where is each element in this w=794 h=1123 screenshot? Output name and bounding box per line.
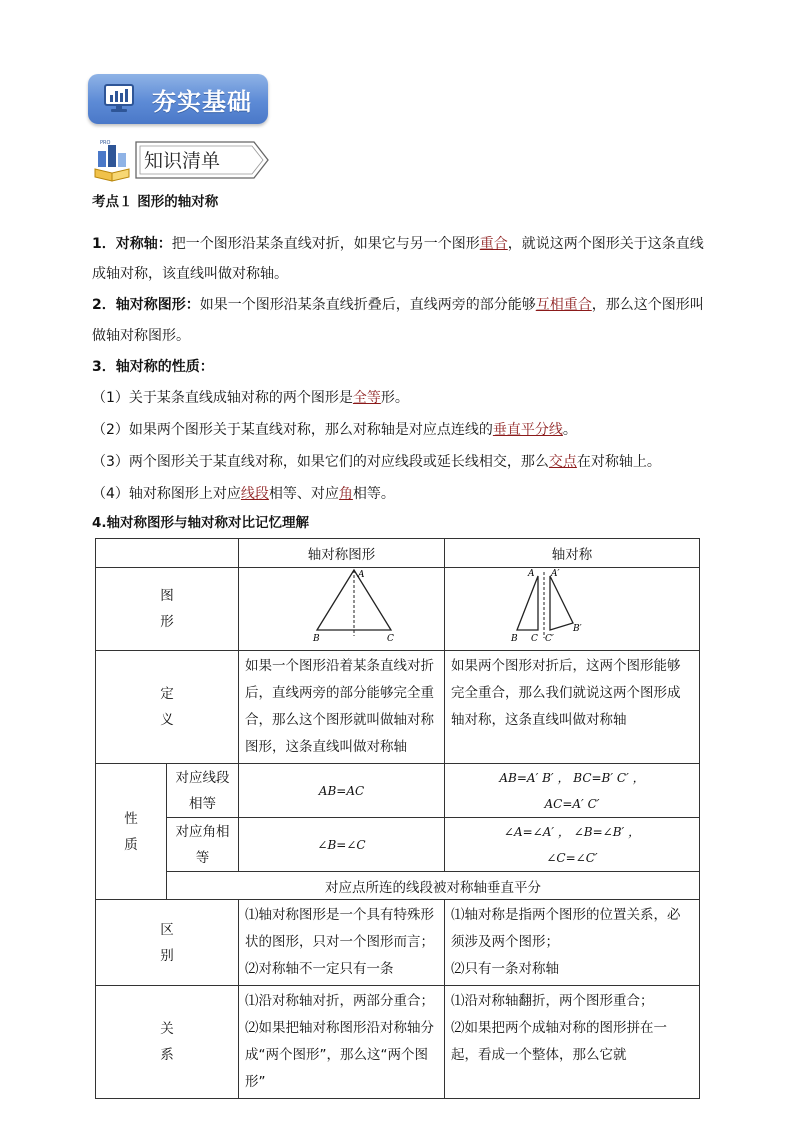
angles-axis-figure: ∠B=∠C — [239, 818, 445, 872]
header-axis-symmetry: 轴对称 — [445, 539, 700, 568]
item-3-heading: 3．轴对称的性质： — [92, 359, 214, 375]
table-row-property-segments — [96, 764, 700, 818]
row-label-relation: 关 系 — [96, 986, 239, 1099]
row-label-definition: 定 义 — [96, 651, 239, 764]
table-row-property-angles — [96, 818, 700, 872]
point-C: C — [531, 634, 538, 644]
point-C-prime: C′ — [545, 634, 554, 644]
table-row-property-common — [96, 872, 700, 900]
table-header-row — [96, 539, 700, 568]
item-2-line-1: 2．轴对称图形：如果一个图形沿某条直线折叠后，直线两旁的部分能够互相重合，那么这个图形叫 — [92, 297, 704, 313]
property-common: 对应点所连的线段被对称轴垂直平分 — [167, 872, 700, 900]
knowledge-list-label: 知识清单 — [144, 150, 221, 172]
point-C: C — [387, 634, 394, 644]
row-label-difference: 区 别 — [96, 900, 239, 986]
property-1: （1）关于某条直线成轴对称的两个图形是全等形。 — [92, 390, 409, 406]
item-2-line-2: 做轴对称图形。 — [92, 328, 190, 344]
header-axis-figure: 轴对称图形 — [239, 539, 445, 568]
topic-heading: 考点１ 图形的轴对称 — [92, 194, 219, 210]
definition-axis-symmetry: 如果两个图形对折后，这两个图形能够完全重合，那么我们就说这两个图形成轴对称，这条直线叫做对称轴 — [445, 651, 700, 764]
sub-label-segments: 对应线段 相等 — [167, 764, 239, 818]
comparison-table — [95, 538, 700, 1099]
point-A: A — [528, 569, 535, 579]
point-A: A — [358, 570, 365, 580]
section-banner — [88, 74, 268, 124]
difference-axis-symmetry: ⑴轴对称是指两个图形的位置关系，必须涉及两个图形； ⑵只有一条对称轴 — [445, 900, 700, 986]
segments-axis-symmetry: AB=A′ B′ ， BC=B′ C′ ， AC=A′ C′ — [445, 764, 700, 818]
relation-axis-symmetry: ⑴沿对称轴翻折，两个图形重合； ⑵如果把两个成轴对称的图形拼在一起，看成一个整体，那么它就 — [445, 986, 700, 1099]
property-2: （2）如果两个图形关于某直线对称，那么对称轴是对应点连线的垂直平分线。 — [92, 422, 577, 438]
row-label-property: 性 质 — [96, 764, 167, 900]
svg-text:PRO: PRO — [100, 140, 111, 146]
figure-isosceles-triangle — [239, 568, 445, 651]
sub-label-angles: 对应角相 等 — [167, 818, 239, 872]
row-label-figure: 图 形 — [96, 568, 239, 651]
banner-title: 夯实基础 — [152, 88, 252, 116]
item-1-line-2: 成轴对称，该直线叫做对称轴。 — [92, 266, 288, 282]
table-row-figure — [96, 568, 700, 651]
table-row-difference — [96, 900, 700, 986]
monitor-chart-icon — [102, 81, 136, 115]
point-B-prime: B′ — [573, 624, 582, 634]
header-empty-cell — [96, 539, 239, 568]
item-1-line-1: 1．对称轴：把一个图形沿某条直线对折，如果它与另一个图形重合，就说这两个图形关于这条直线 — [92, 236, 704, 252]
table-row-definition — [96, 651, 700, 764]
table-row-relation — [96, 986, 700, 1099]
point-B: B — [313, 634, 320, 644]
segments-axis-figure: AB=AC — [239, 764, 445, 818]
property-3: （3）两个图形关于某直线对称，如果它们的对应线段或延长线相交，那么交点在对称轴上。 — [92, 454, 661, 470]
relation-axis-figure: ⑴沿对称轴对折，两部分重合； ⑵如果把轴对称图形沿对称轴分成“两个图形”，那么这“两个图形” — [239, 986, 445, 1099]
definition-axis-figure: 如果一个图形沿着某条直线对折后，直线两旁的部分能够完全重合，那么这个图形就叫做轴对称图形，这条直线叫做对称轴 — [239, 651, 445, 764]
point-A-prime: A′ — [551, 569, 560, 579]
open-book-icon — [95, 140, 129, 181]
figure-symmetric-triangles — [445, 568, 700, 651]
point-B: B — [511, 634, 518, 644]
angles-axis-symmetry: ∠A=∠A′ ， ∠B=∠B′ ， ∠C=∠C′ — [445, 818, 700, 872]
property-4: （4）轴对称图形上对应线段相等、对应角相等。 — [92, 486, 395, 502]
item-4-heading: 4.轴对称图形与轴对称对比记忆理解 — [92, 515, 310, 531]
knowledge-list-header — [92, 137, 272, 183]
difference-axis-figure: ⑴轴对称图形是一个具有特殊形状的图形，只对一个图形而言； ⑵对称轴不一定只有一条 — [239, 900, 445, 986]
